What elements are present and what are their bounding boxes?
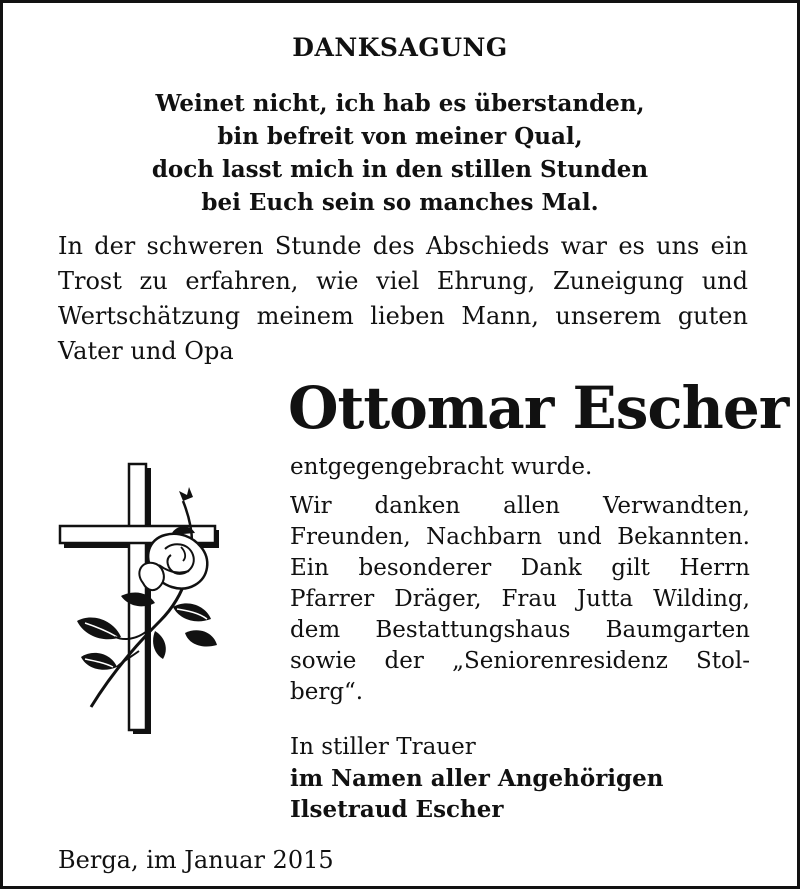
word: und <box>557 524 602 550</box>
word: wie <box>316 267 359 295</box>
word: unserem <box>555 302 662 330</box>
intro-line <box>58 299 748 334</box>
word: Verwandten, <box>602 493 750 519</box>
word: Pfarrer <box>290 586 375 612</box>
thanks-line <box>290 553 750 584</box>
word: Herrn <box>679 555 750 581</box>
intro-paragraph <box>58 229 748 369</box>
word: Baumgarten <box>605 617 750 643</box>
word: Jutta <box>576 586 634 612</box>
word: besonderer <box>358 555 492 581</box>
received-line: entgegengebracht wurde. <box>290 454 593 480</box>
word: meinem <box>256 302 354 330</box>
word: Dank <box>520 555 582 581</box>
thanks-line <box>290 615 750 646</box>
thanks-paragraph <box>290 491 750 708</box>
thanks-line: berg“. <box>290 679 364 705</box>
word: Trost <box>58 267 122 295</box>
word: der <box>94 232 136 260</box>
thanks-line <box>290 646 750 677</box>
word: des <box>372 232 415 260</box>
verse-line: doch lasst mich in den stillen Stunden <box>151 156 649 183</box>
word: sowie <box>290 648 357 674</box>
word: der <box>384 648 424 674</box>
signature-block <box>290 732 750 825</box>
word: Wilding, <box>653 586 750 612</box>
word: Abschieds <box>425 232 550 260</box>
word: In <box>58 232 83 260</box>
word: gilt <box>611 555 650 581</box>
word: uns <box>656 232 700 260</box>
heading: DANKSAGUNG <box>292 33 508 62</box>
word: Dräger, <box>394 586 482 612</box>
thanks-line <box>290 584 750 615</box>
word: es <box>618 232 645 260</box>
word: Ehrung, <box>436 267 536 295</box>
word: Nachbarn <box>426 524 542 550</box>
word: Frau <box>501 586 557 612</box>
word: ein <box>710 232 748 260</box>
word: Zuneigung <box>552 267 685 295</box>
word: zu <box>139 267 168 295</box>
word: Stunde <box>274 232 362 260</box>
verse-line: Weinet nicht, ich hab es überstanden, <box>155 90 645 117</box>
word: Freunden, <box>290 524 411 550</box>
intro-line <box>58 229 748 264</box>
memorial-verse <box>3 87 797 219</box>
signature-line: im Namen aller Angehörigen <box>290 765 664 792</box>
deceased-name: Ottomar Escher <box>288 374 789 442</box>
place-date: Berga, im Januar 2015 <box>58 846 334 874</box>
word: Bekannten. <box>617 524 750 550</box>
word: allen <box>503 493 560 519</box>
word: danken <box>374 493 461 519</box>
word: dem <box>290 617 341 643</box>
word: „Seniorenresidenz <box>452 648 668 674</box>
word: Ein <box>290 555 329 581</box>
word: erfahren, <box>185 267 299 295</box>
word: Bestattungshaus <box>375 617 571 643</box>
word: und <box>701 267 748 295</box>
thanks-line <box>290 522 750 553</box>
signature-name: Ilsetraud Escher <box>290 796 504 823</box>
word: guten <box>677 302 748 330</box>
word: Mann, <box>461 302 539 330</box>
verse-line: bin befreit von meiner Qual, <box>217 123 583 150</box>
intro-line <box>58 264 748 299</box>
thanks-line <box>290 491 750 522</box>
word: war <box>560 232 608 260</box>
verse-line: bei Euch sein so manches Mal. <box>201 189 599 216</box>
word: lieben <box>370 302 445 330</box>
word: viel <box>376 267 420 295</box>
word: schweren <box>146 232 264 260</box>
word: Stol- <box>696 648 750 674</box>
cross-with-rose-icon <box>55 461 225 736</box>
word: Wir <box>290 493 332 519</box>
word: Wertschätzung <box>58 302 241 330</box>
intro-line: Vater und Opa <box>58 337 234 365</box>
signature-line: In stiller Trauer <box>290 734 476 760</box>
